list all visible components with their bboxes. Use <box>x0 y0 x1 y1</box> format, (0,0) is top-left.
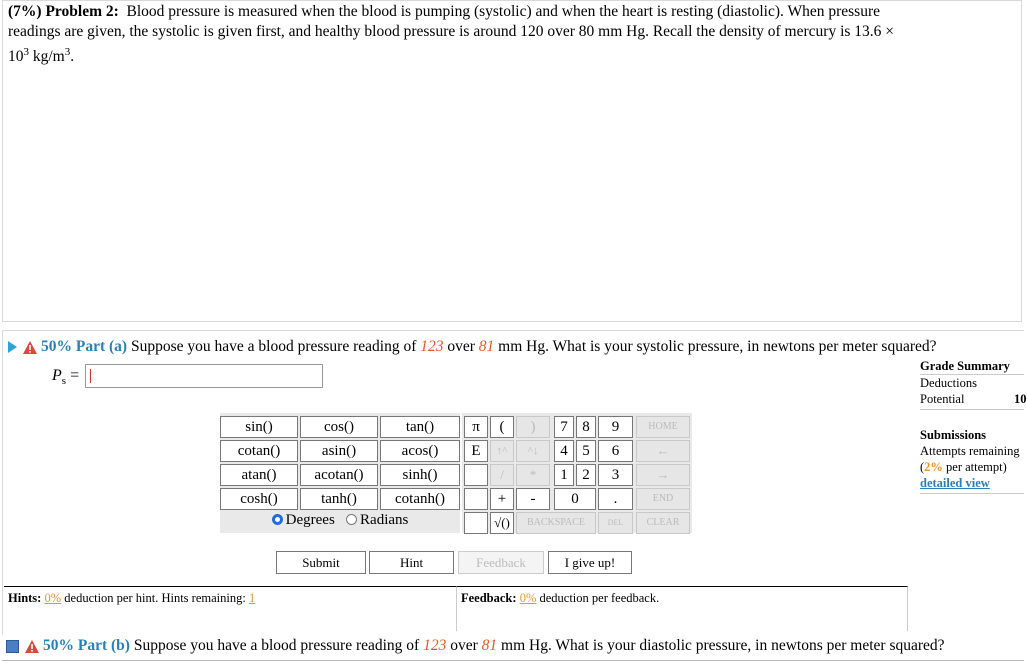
key-backspace[interactable]: BACKSPACE <box>516 512 596 534</box>
hints-remaining: 1 <box>248 591 256 605</box>
part-b-diastolic-value: 81 <box>481 637 498 654</box>
key-8[interactable]: 8 <box>576 416 596 438</box>
radians-radio[interactable] <box>346 514 357 525</box>
problem-text-line3: $10^3$ $kg/m^3$. <box>8 46 75 66</box>
warning-icon <box>23 341 37 354</box>
play-icon[interactable] <box>8 341 17 353</box>
grade-summary-title: Grade Summary <box>920 359 1010 373</box>
key-cos[interactable]: cos() <box>300 416 378 438</box>
key-1[interactable]: 1 <box>554 464 574 486</box>
key-caret-down[interactable]: ^↓ <box>516 440 550 462</box>
key-up-caret[interactable]: ↑^ <box>490 440 514 462</box>
hints-text: deduction per hint. Hints remaining: <box>64 591 246 605</box>
grade-summary <box>920 358 1027 494</box>
feedback-panel <box>456 586 908 631</box>
divider <box>2 660 1024 661</box>
part-b-systolic-value: 123 <box>423 637 447 654</box>
feedback-button[interactable]: Feedback <box>458 551 544 574</box>
key-7[interactable]: 7 <box>554 416 574 438</box>
hints-label: Hints: <box>8 591 42 605</box>
potential-label: Potential <box>920 392 965 406</box>
key-5[interactable]: 5 <box>576 440 596 462</box>
text-cursor <box>90 369 91 383</box>
problem-text-line1: Blood pressure is measured when the blood is pumping (systolic) and when the heart is resting (diastolic). When pressure <box>126 3 880 20</box>
submit-button[interactable]: Submit <box>276 551 366 574</box>
key-4[interactable]: 4 <box>554 440 574 462</box>
key-0[interactable]: 0 <box>554 488 596 510</box>
key-del[interactable]: DEL <box>598 512 633 534</box>
key-home[interactable]: HOME <box>636 416 690 438</box>
over-text: over <box>447 338 475 355</box>
deductions-label: Deductions <box>920 376 977 390</box>
problem-weight: (7%) <box>8 3 42 20</box>
key-divide[interactable]: / <box>490 464 514 486</box>
problem-label: Problem 2: <box>45 3 119 20</box>
part-a-percent: 50% <box>41 338 72 355</box>
systolic-value: 123 <box>420 338 444 355</box>
part-a-header[interactable] <box>8 337 937 357</box>
hint-deduction: 0% <box>44 591 62 605</box>
key-9[interactable]: 9 <box>598 416 633 438</box>
key-cosh[interactable]: cosh() <box>220 488 298 510</box>
key-atan[interactable]: atan() <box>220 464 298 486</box>
feedback-deduction: 0% <box>519 591 537 605</box>
key-close-paren[interactable]: ) <box>516 416 550 438</box>
detailed-view-link[interactable]: detailed view <box>920 476 990 490</box>
warning-icon <box>25 640 39 653</box>
problem-text-line2: readings are given, the systolic is given first, and healthy blood pressure is around 120 over 80 mm Hg. Recall the density of mercury is 13.6 × <box>8 23 895 40</box>
part-a-label: Part (a) <box>75 338 128 355</box>
answer-input[interactable] <box>85 364 323 388</box>
key-blank-2 <box>464 488 488 510</box>
key-plus[interactable]: + <box>490 488 514 510</box>
key-acotan[interactable]: acotan() <box>300 464 378 486</box>
part-b-over-text: over <box>450 637 478 654</box>
key-blank-3 <box>464 512 488 534</box>
feedback-label: Feedback: <box>461 591 517 605</box>
key-cotanh[interactable]: cotanh() <box>380 488 460 510</box>
feedback-text: deduction per feedback. <box>539 591 660 605</box>
key-blank-1 <box>464 464 488 486</box>
key-asin[interactable]: asin() <box>300 440 378 462</box>
submissions-label: Submissions <box>920 428 987 442</box>
key-open-paren[interactable]: ( <box>490 416 514 438</box>
key-cotan[interactable]: cotan() <box>220 440 298 462</box>
collapse-icon[interactable] <box>6 640 19 653</box>
potential-value: 10 <box>1014 392 1027 406</box>
key-minus[interactable]: - <box>516 488 550 510</box>
key-pi[interactable]: π <box>464 416 488 438</box>
variable-label: $P_s$ = <box>52 367 80 388</box>
part-b-percent: 50% <box>43 637 74 654</box>
key-left-arrow[interactable]: ← <box>636 440 690 462</box>
hint-button[interactable]: Hint <box>369 551 454 574</box>
diastolic-value: 81 <box>478 338 495 355</box>
key-right-arrow[interactable]: → <box>636 464 690 486</box>
radians-label[interactable]: Radians <box>360 512 409 528</box>
per-attempt: (2% per attempt) <box>920 460 1007 474</box>
give-up-button[interactable]: I give up! <box>548 551 632 574</box>
key-end[interactable]: END <box>636 488 690 510</box>
problem-statement <box>8 2 958 67</box>
key-tanh[interactable]: tanh() <box>300 488 378 510</box>
part-a-question-suffix: mm Hg. What is your systolic pressure, in newtons per meter squared? <box>498 338 937 355</box>
key-tan[interactable]: tan() <box>380 416 460 438</box>
part-a-question-prefix: Suppose you have a blood pressure reading of <box>130 338 417 355</box>
key-2[interactable]: 2 <box>576 464 596 486</box>
key-decimal[interactable]: . <box>598 488 633 510</box>
part-b-question-suffix: mm Hg. What is your diastolic pressure, in newtons per meter squared? <box>501 637 945 654</box>
key-acos[interactable]: acos() <box>380 440 460 462</box>
part-b-header[interactable] <box>6 636 945 656</box>
angle-mode-selector <box>220 508 460 532</box>
key-clear[interactable]: CLEAR <box>636 512 690 534</box>
hints-panel <box>4 586 456 631</box>
potential-row <box>920 391 1027 407</box>
key-sinh[interactable]: sinh() <box>380 464 460 486</box>
attempts-remaining: Attempts remaining <box>920 444 1020 458</box>
key-6[interactable]: 6 <box>598 440 633 462</box>
degrees-radio[interactable] <box>272 514 283 525</box>
key-3[interactable]: 3 <box>598 464 633 486</box>
degrees-label[interactable]: Degrees <box>285 512 335 528</box>
key-e[interactable]: E <box>464 440 488 462</box>
key-sqrt[interactable]: √() <box>490 512 514 534</box>
key-multiply[interactable]: * <box>516 464 550 486</box>
key-sin[interactable]: sin() <box>220 416 298 438</box>
part-b-question-prefix: Suppose you have a blood pressure reading of <box>133 637 420 654</box>
part-b-label: Part (b) <box>77 637 130 654</box>
